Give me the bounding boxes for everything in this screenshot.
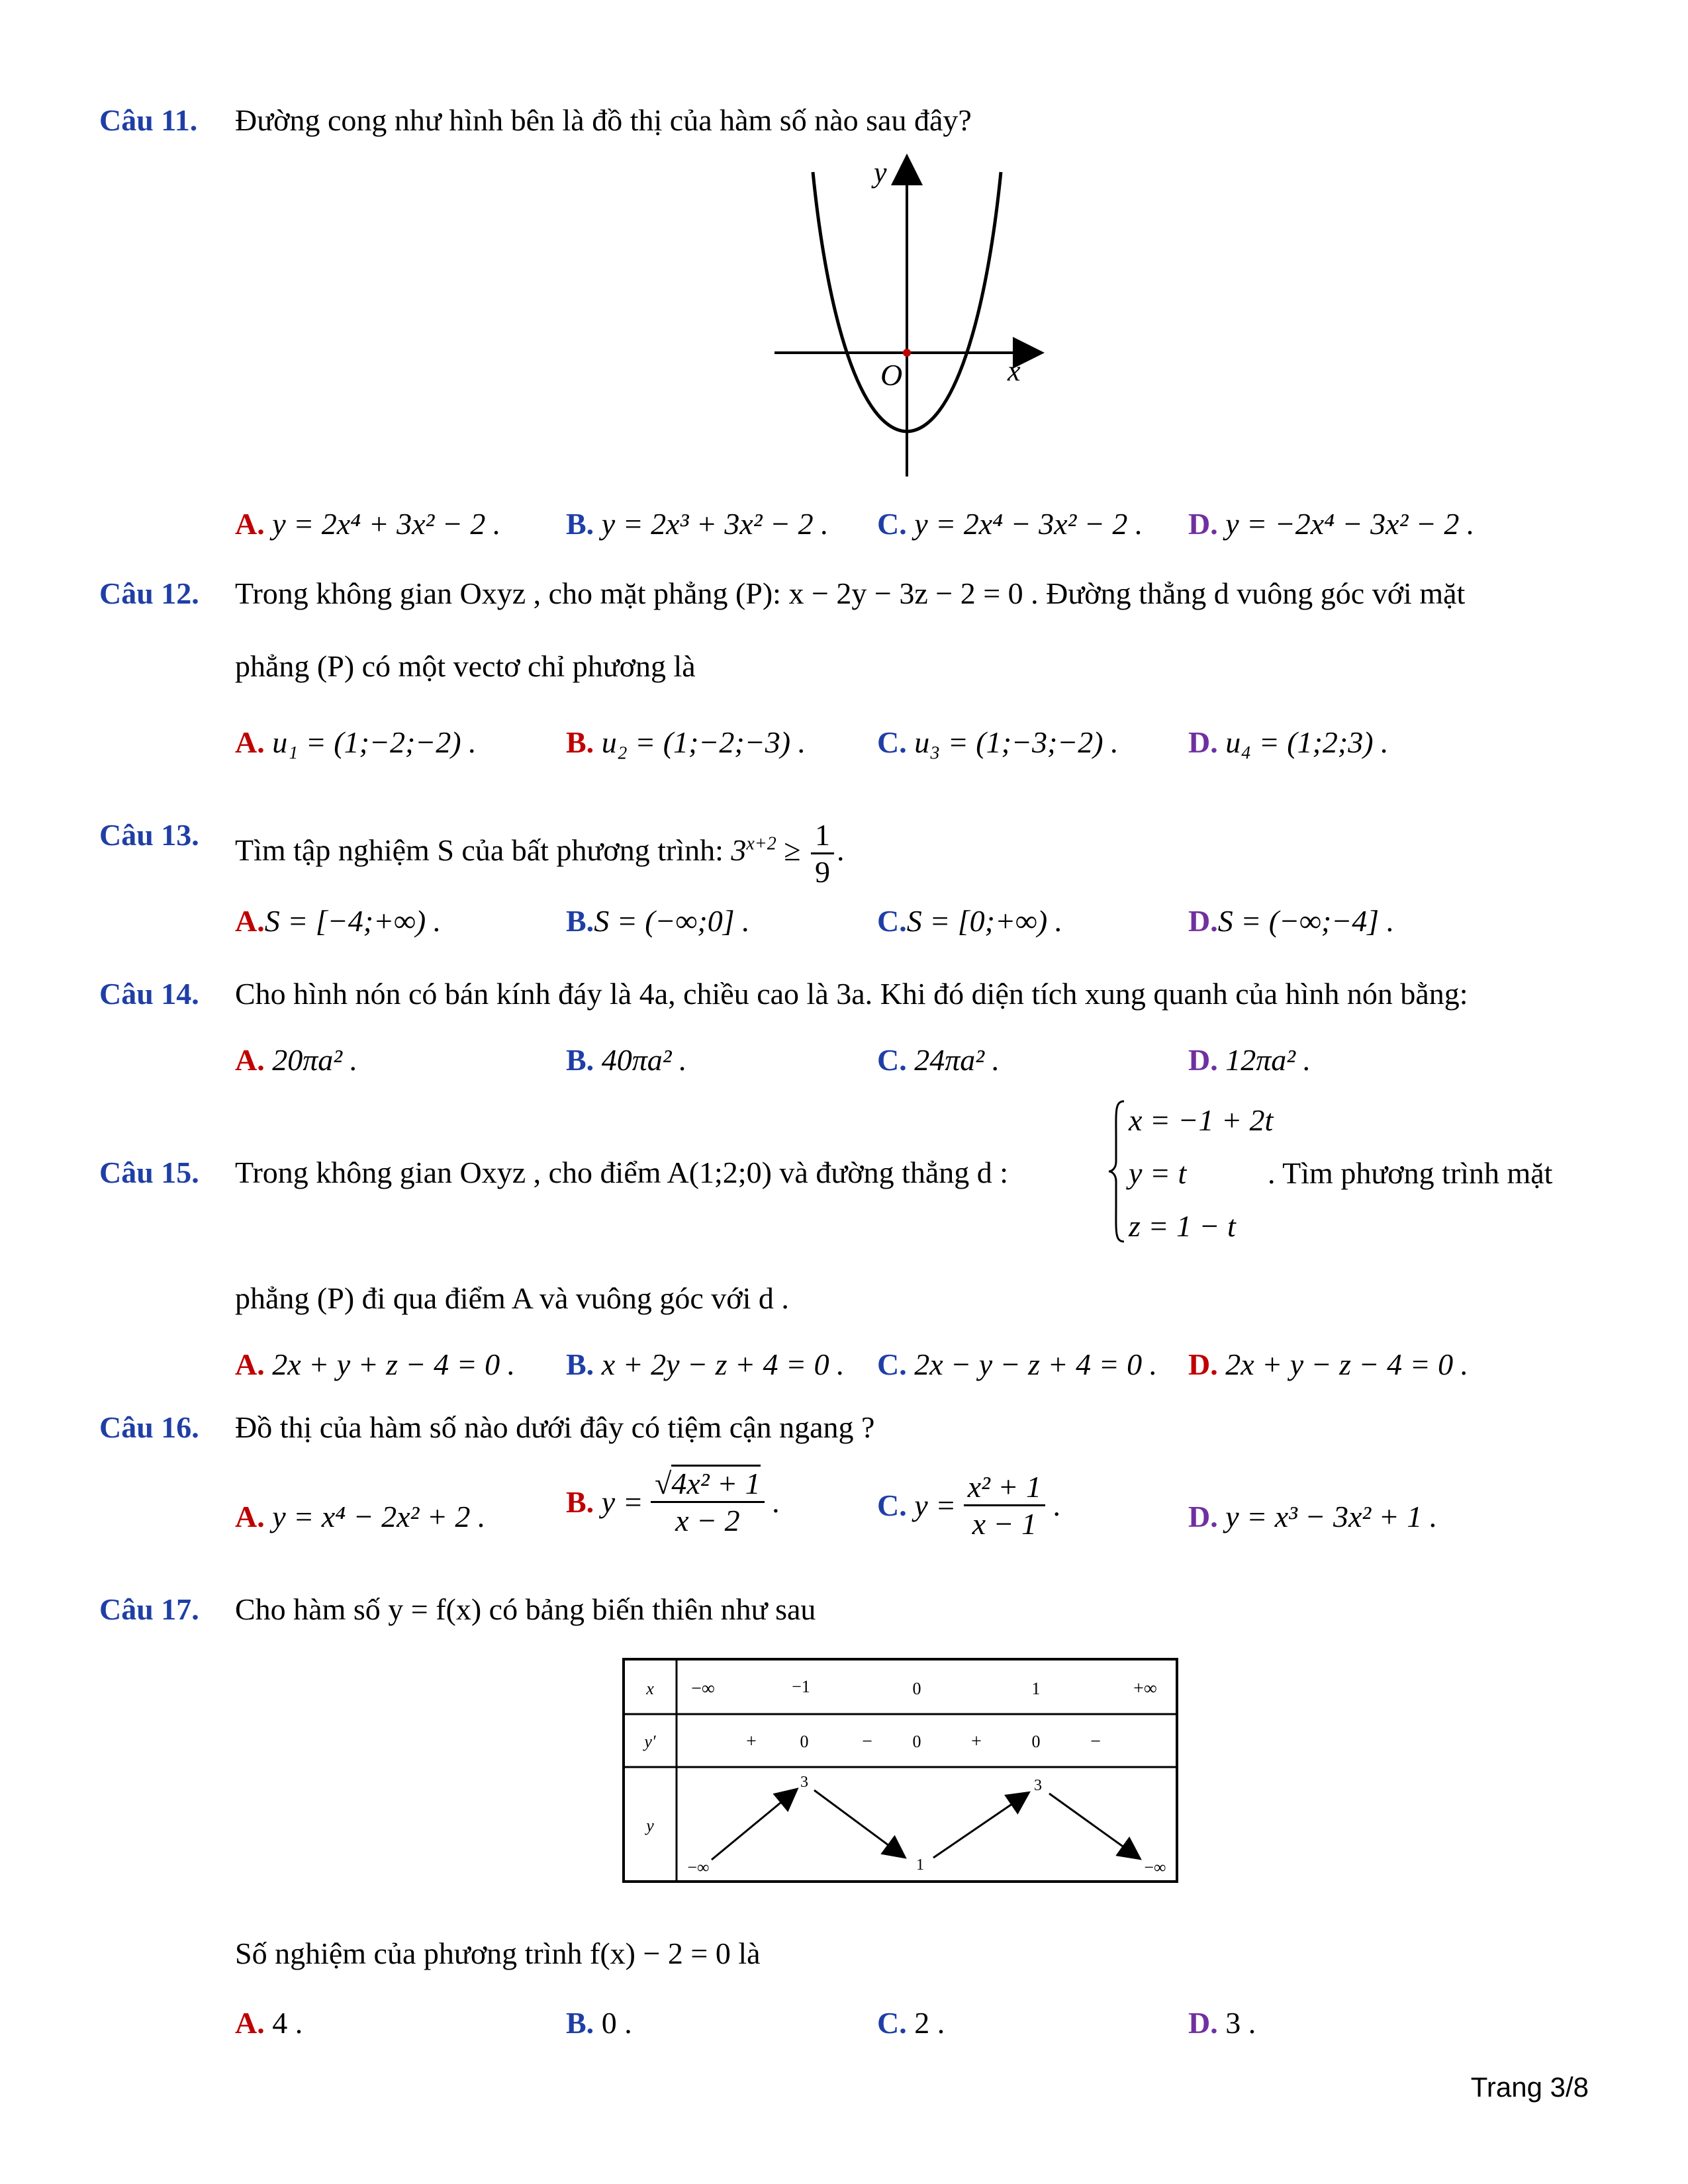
question-number-13: Câu 13. — [99, 818, 199, 852]
system-eq-3: z = 1 − t — [1129, 1209, 1236, 1243]
question-stem-12-line2: phẳng (P) có một vectơ chỉ phương là — [235, 649, 696, 683]
q11-option-b[interactable]: B. y = 2x³ + 3x² − 2 . — [566, 507, 829, 541]
sign: 0 — [912, 1732, 921, 1751]
question-stem-14: Cho hình nón có bán kính đáy là 4a, chiều cao là 3a. Khi đó diện tích xung quanh của hình nón bằng: — [235, 977, 1468, 1011]
q15-option-a[interactable]: A. 2x + y + z − 4 = 0 . — [235, 1347, 516, 1381]
question-number-12: Câu 12. — [99, 576, 199, 610]
q11-option-a[interactable]: A. y = 2x⁴ + 3x² − 2 . — [235, 507, 501, 541]
origin-point — [903, 349, 911, 357]
y-value: 3 — [800, 1774, 808, 1791]
question-number-17: Câu 17. — [99, 1592, 199, 1626]
q14-option-c[interactable]: C. 24πa² . — [877, 1043, 1000, 1077]
question-stem-17: Cho hàm số y = f(x) có bảng biến thiên như sau — [235, 1592, 816, 1626]
arrow-down-2 — [1049, 1794, 1139, 1858]
question-stem-11: Đường cong như hình bên là đồ thị của hàm số nào sau đây? — [235, 103, 972, 137]
question-number-14: Câu 14. — [99, 977, 199, 1011]
origin-label: O — [880, 358, 903, 392]
sign: 0 — [1031, 1732, 1041, 1751]
q14-option-a[interactable]: A. 20πa² . — [235, 1043, 358, 1077]
q16-option-a[interactable]: A. y = x⁴ − 2x² + 2 . — [235, 1500, 486, 1533]
x-axis-label: x — [1008, 355, 1021, 387]
question-stem-15-line2: phẳng (P) đi qua điểm A và vuông góc với d . — [235, 1281, 789, 1315]
q14-option-b[interactable]: B. 40πa² . — [566, 1043, 687, 1077]
q12-option-d[interactable]: D. u₄ = (1;2;3) . — [1188, 725, 1389, 759]
q12-option-a[interactable]: A. u₁ = (1;−2;−2) . — [235, 725, 477, 759]
q13-option-d[interactable]: D.S = (−∞;−4] . — [1188, 904, 1395, 938]
question-number-15: Câu 15. — [99, 1156, 199, 1189]
q17-option-c[interactable]: C. 2 . — [877, 2006, 945, 2040]
y-value: −∞ — [687, 1858, 710, 1877]
question-number-16: Câu 16. — [99, 1410, 199, 1444]
q12-option-c[interactable]: C. u₃ = (1;−3;−2) . — [877, 725, 1119, 759]
arrow-up-1 — [712, 1790, 796, 1860]
q16-option-c[interactable]: C. y = $\frac{\text{x² + 1}}{x - 1}$ . — [877, 1470, 1060, 1541]
sign: − — [862, 1731, 872, 1752]
q14-option-d[interactable]: D. 12πa² . — [1188, 1043, 1311, 1077]
q12-option-b[interactable]: B. u₂ = (1;−2;−3) . — [566, 725, 806, 759]
row-label-dy: y′ — [644, 1732, 656, 1751]
arrow-down-1 — [814, 1790, 904, 1856]
q17-option-a[interactable]: A. 4 . — [235, 2006, 303, 2040]
sign: − — [1090, 1731, 1101, 1752]
page-number: Trang 3/8 — [1470, 2071, 1589, 2103]
question-stem-13: Tìm tập nghiệm S của bất phương trình: $3^{x+2}$ ≥ $\frac{1}{9}$ . — [235, 818, 845, 889]
system-brace — [1107, 1099, 1127, 1244]
row-label-x: x — [646, 1679, 654, 1698]
sign: + — [746, 1731, 757, 1752]
question-stem-15-post: . Tìm phương trình mặt — [1268, 1156, 1553, 1190]
system-eq-2: y = t — [1129, 1156, 1187, 1190]
q17-option-d[interactable]: D. 3 . — [1188, 2006, 1256, 2040]
x-value: −∞ — [691, 1678, 715, 1699]
y-value: 3 — [1034, 1777, 1042, 1794]
q15-option-c[interactable]: C. 2x − y − z + 4 = 0 . — [877, 1347, 1158, 1381]
system-eq-1: x = −1 + 2t — [1129, 1103, 1274, 1137]
x-value: 0 — [912, 1679, 921, 1698]
q16-option-b[interactable]: B. y = $\frac{\text{√4x² + 1}}{x - 2}$ . — [566, 1466, 780, 1538]
q11-option-d[interactable]: D. y = −2x⁴ − 3x² − 2 . — [1188, 507, 1475, 541]
sign: + — [971, 1731, 982, 1752]
variation-table — [622, 1658, 1178, 1883]
q13-option-c[interactable]: C.S = [0;+∞) . — [877, 904, 1063, 938]
y-value: −∞ — [1144, 1858, 1166, 1877]
question-17-prompt: Số nghiệm của phương trình f(x) − 2 = 0 là — [235, 1936, 761, 1970]
sign: 0 — [800, 1732, 809, 1751]
q13-option-b[interactable]: B.S = (−∞;0] . — [566, 904, 750, 938]
q15-option-b[interactable]: B. x + 2y − z + 4 = 0 . — [566, 1347, 845, 1381]
q17-option-b[interactable]: B. 0 . — [566, 2006, 632, 2040]
q15-option-d[interactable]: D. 2x + y − z − 4 = 0 . — [1188, 1347, 1469, 1381]
q13-option-a[interactable]: A.S = [−4;+∞) . — [235, 904, 442, 938]
row-label-y: y — [646, 1816, 654, 1835]
sqrt-sign-icon: √ — [655, 1467, 672, 1500]
x-value: 1 — [1031, 1679, 1041, 1698]
question-stem-16: Đồ thị của hàm số nào dưới đây có tiệm cận ngang ? — [235, 1410, 875, 1444]
x-value: +∞ — [1133, 1678, 1157, 1699]
question-number-11: Câu 11. — [99, 103, 198, 137]
graph-q11 — [761, 152, 1053, 490]
question-stem-15-pre: Trong không gian Oxyz , cho điểm A(1;2;0) và đường thẳng d : — [235, 1156, 1009, 1189]
y-axis-label: y — [874, 156, 887, 189]
y-value: 1 — [916, 1856, 924, 1874]
x-value: −1 — [792, 1677, 810, 1696]
question-stem-12-line1: Trong không gian Oxyz , cho mặt phẳng (P): x − 2y − 3z − 2 = 0 . Đường thẳng d vuông góc với mặt — [235, 576, 1466, 610]
q16-option-d[interactable]: D. y = x³ − 3x² + 1 . — [1188, 1500, 1438, 1533]
q11-option-c[interactable]: C. y = 2x⁴ − 3x² − 2 . — [877, 507, 1143, 541]
arrow-up-2 — [933, 1794, 1027, 1858]
